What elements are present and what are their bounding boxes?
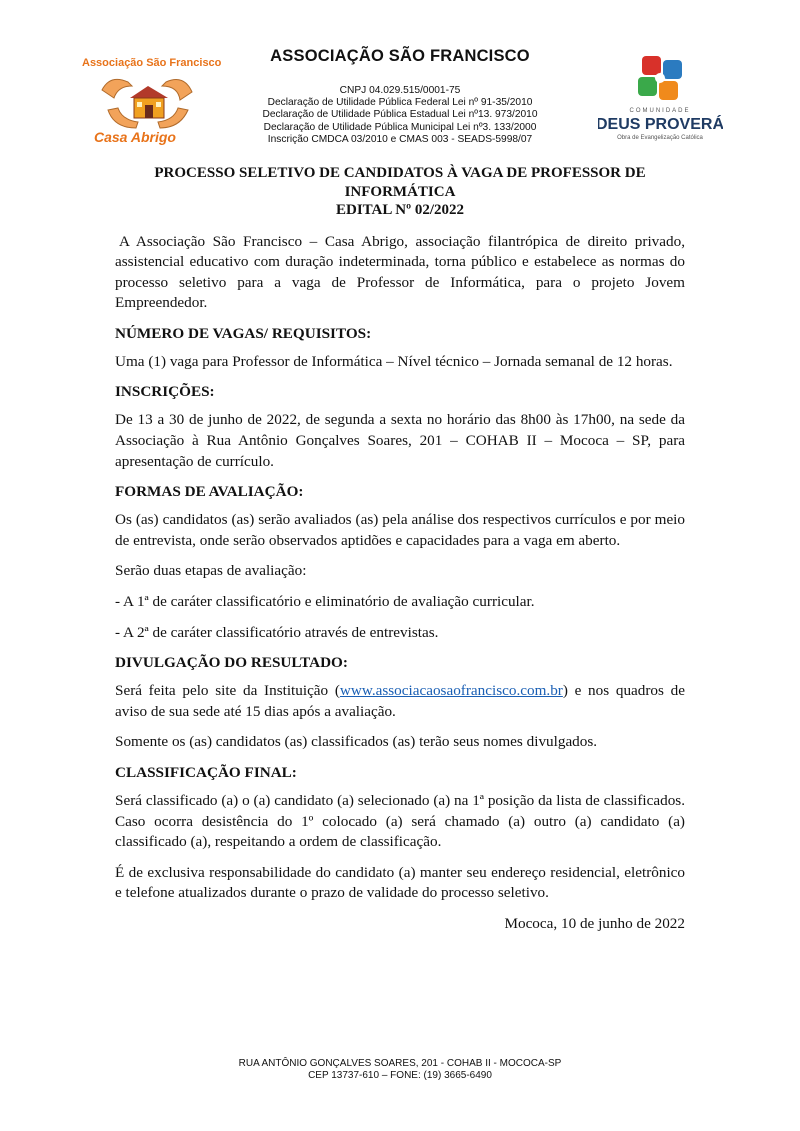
org-info-line: CNPJ 04.029.515/0001-75	[339, 85, 461, 96]
avaliacao-item-1: - A 1ª de caráter classificatório e eliminatório de avaliação curricular.	[115, 593, 535, 611]
classificacao-paragraph: Será classificado (a) o (a) candidato (a) selecionado (a) na 1ª posição da lista de classificados. Caso ocorra desistência do 1º colocado (a) será chamado (a) outro (a) candidato (a) classificado (a), respeitando a ordem de classificação.	[115, 792, 685, 851]
vagas-paragraph: Uma (1) vaga para Professor de Informática – Nível técnico – Jornada semanal de 12 horas.	[115, 352, 673, 370]
deus-provera-logo	[598, 54, 723, 149]
logo-small-text: COMUNIDADE	[629, 108, 691, 114]
footer-address: RUA ANTÔNIO GONÇALVES SOARES, 201 - COHAB II - MOCOCA-SP	[238, 1058, 562, 1069]
logo-main-text: DEUS PROVERÁ	[598, 116, 723, 133]
title-line: PROCESSO SELETIVO DE CANDIDATOS À VAGA DE PROFESSOR DE	[154, 165, 646, 181]
document-date: Mococa, 10 de junho de 2022	[504, 914, 685, 932]
four-hands-logo-icon	[598, 54, 723, 149]
org-info-line: Declaração de Utilidade Pública Estadual Lei nº13. 973/2010	[262, 109, 538, 121]
org-info-line: Declaração de Utilidade Pública Federal Lei nº 91-35/2010	[267, 97, 533, 109]
document-title	[115, 164, 685, 220]
intro-paragraph: A Associação São Francisco – Casa Abrigo, associação filantrópica de direito privado, assistencial educativo com duração indeterminada, torna público e estabelece as normas do processo seletivo para a vaga de Professor de Informática, para o projeto Jovem Empreendedor.	[115, 232, 685, 312]
footer-contact: CEP 13737-610 – FONE: (19) 3665-6490	[308, 1070, 492, 1081]
avaliacao-item-2: - A 2ª de caráter classificatório através de entrevistas.	[115, 623, 439, 641]
org-name: ASSOCIAÇÃO SÃO FRANCISCO	[270, 47, 530, 65]
section-heading-inscricoes: INSCRIÇÕES:	[115, 383, 215, 401]
avaliacao-etapas: Serão duas etapas de avaliação:	[115, 562, 307, 580]
divulgacao-paragraph	[115, 681, 685, 722]
house-with-hands-logo-icon	[80, 52, 230, 147]
org-info-line: Declaração de Utilidade Pública Municipal Lei nº3. 133/2000	[263, 121, 537, 133]
title-line: INFORMÁTICA	[344, 183, 456, 200]
org-info-line: Inscrição CMDCA 03/2010 e CMAS 003 - SEADS-5998/07	[267, 133, 533, 145]
divulgacao-text-before: Será feita pelo site da Instituição (	[115, 682, 340, 700]
responsabilidade-paragraph: É de exclusiva responsabilidade do candidato (a) manter seu endereço residencial, eletrônico e telefone atualizados durante o prazo de validade do processo seletivo.	[115, 863, 685, 902]
org-info	[228, 85, 572, 146]
section-heading-classificacao: CLASSIFICAÇÃO FINAL:	[115, 764, 297, 781]
inscricoes-paragraph: De 13 a 30 de junho de 2022, de segunda a sexta no horário das 8h00 às 17h00, na sede da Associação à Rua Antônio Gonçalves Soares, 201 – COHAB II – Mococa – SP, para apresentação de currículo.	[115, 411, 685, 470]
page-footer	[200, 1058, 600, 1082]
section-heading-vagas: NÚMERO DE VAGAS/ REQUISITOS:	[115, 324, 372, 342]
website-link[interactable]: www.associacaosaofrancisco.com.br	[339, 682, 563, 700]
divulgacao-paragraph-2: Somente os (as) candidatos (as) classificados (as) terão seus nomes divulgados.	[115, 733, 598, 751]
casa-abrigo-logo	[80, 52, 230, 147]
divulgacao-text-after: ) e nos quadros de aviso de sua sede até 15 dias após a avaliação.	[115, 682, 685, 720]
logo-bottom-text: Casa Abrigo	[94, 129, 176, 145]
logo-sub-text: Obra de Evangelização Católica	[617, 135, 703, 141]
title-line: EDITAL Nº 02/2022	[335, 202, 465, 218]
section-heading-divulgacao: DIVULGAÇÃO DO RESULTADO:	[115, 654, 348, 672]
section-heading-avaliacao: FORMAS DE AVALIAÇÃO:	[115, 483, 304, 501]
avaliacao-paragraph: Os (as) candidatos (as) serão avaliados (as) pela análise dos respectivos currículos e por meio de entrevista, onde serão observados aptidões e capacidades para a vaga em aberto.	[115, 511, 685, 549]
logo-top-text: Associação São Francisco	[82, 57, 222, 69]
document-body	[115, 164, 685, 945]
